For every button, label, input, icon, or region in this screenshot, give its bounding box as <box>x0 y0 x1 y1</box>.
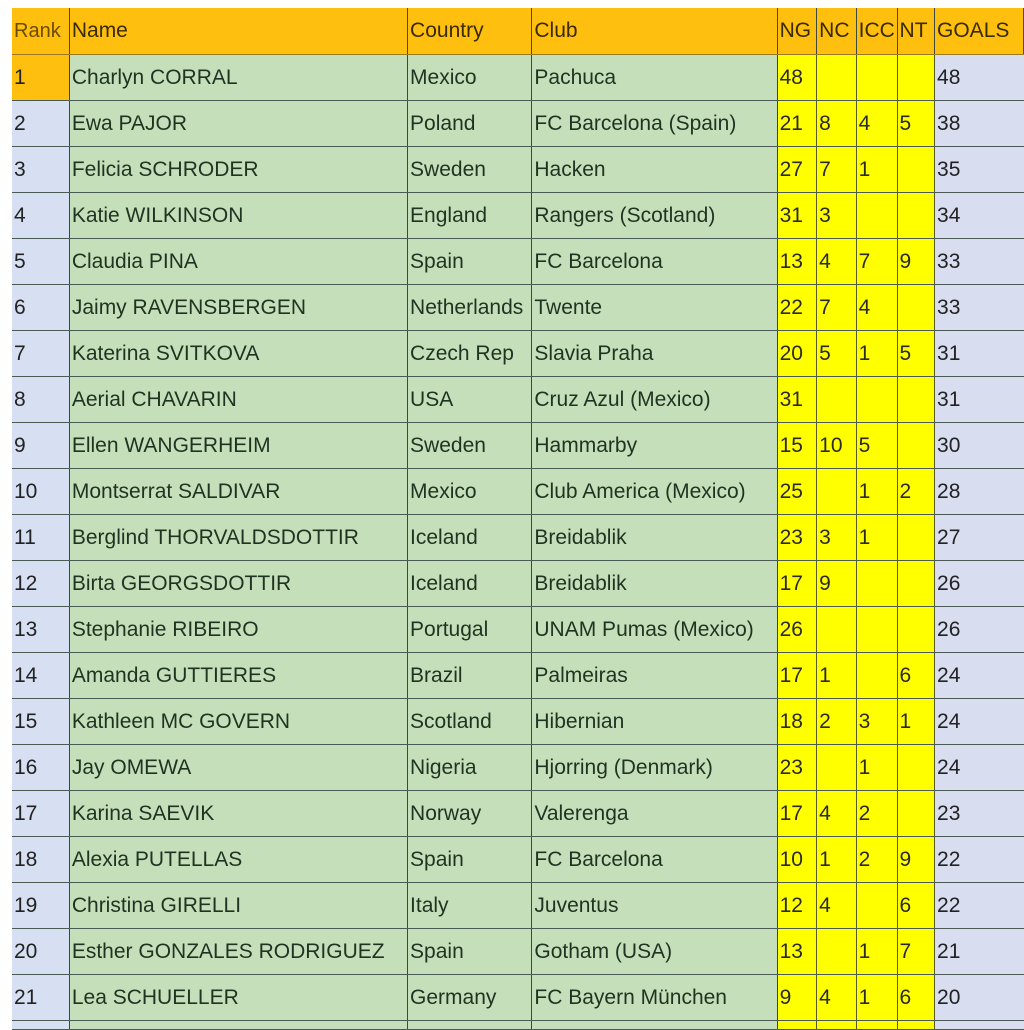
header-nt[interactable]: NT <box>897 8 934 55</box>
cell-nc[interactable] <box>817 745 857 791</box>
cell-name[interactable]: Alexia PUTELLAS <box>69 837 407 883</box>
cell-nc[interactable]: 9 <box>817 561 857 607</box>
cell-goals[interactable]: 23 <box>935 791 1024 837</box>
cell-rank[interactable]: 21 <box>12 975 69 1021</box>
cell-icc[interactable]: 1 <box>856 147 897 193</box>
cell-nc[interactable] <box>817 607 857 653</box>
cell-country[interactable]: Spain <box>408 837 532 883</box>
cell-icc[interactable]: 4 <box>856 101 897 147</box>
table-row[interactable] <box>12 607 1024 653</box>
cell-icc[interactable]: 1 <box>856 515 897 561</box>
cell-goals[interactable]: 31 <box>935 377 1024 423</box>
cell-rank[interactable]: 2 <box>12 101 69 147</box>
cell-name[interactable]: Kathleen MC GOVERN <box>69 699 407 745</box>
cell-nt[interactable]: 6 <box>897 975 934 1021</box>
cell-country[interactable]: USA <box>408 377 532 423</box>
cell-ng[interactable]: 22 <box>777 285 817 331</box>
cell-rank[interactable]: 20 <box>12 929 69 975</box>
cell-club[interactable]: Hibernian <box>532 699 777 745</box>
cell-name[interactable]: Ellen WANGERHEIM <box>69 423 407 469</box>
cell-club[interactable]: Valerenga <box>532 791 777 837</box>
cell-ng <box>777 1021 817 1030</box>
cell-goals[interactable]: 28 <box>935 469 1024 515</box>
cell-rank[interactable]: 13 <box>12 607 69 653</box>
cell-country[interactable]: Mexico <box>408 55 532 101</box>
cell-rank[interactable]: 6 <box>12 285 69 331</box>
cell-name[interactable]: Aerial CHAVARIN <box>69 377 407 423</box>
cell-icc[interactable]: 1 <box>856 469 897 515</box>
cell-ng[interactable]: 23 <box>777 515 817 561</box>
cell-nt[interactable] <box>897 745 934 791</box>
cell-goals[interactable]: 26 <box>935 607 1024 653</box>
cell-rank[interactable]: 10 <box>12 469 69 515</box>
cell-name[interactable]: Amanda GUTTIERES <box>69 653 407 699</box>
cell-icc[interactable]: 5 <box>856 423 897 469</box>
cell-country <box>408 1021 532 1030</box>
cell-ng[interactable]: 15 <box>777 423 817 469</box>
cell-club[interactable]: Twente <box>532 285 777 331</box>
cell-nc[interactable]: 4 <box>817 791 857 837</box>
header-icc[interactable]: ICC <box>856 8 897 55</box>
cell-country[interactable]: Netherlands <box>408 285 532 331</box>
cell-rank[interactable]: 5 <box>12 239 69 285</box>
cell-club[interactable]: FC Barcelona <box>532 239 777 285</box>
cell-nc[interactable]: 10 <box>817 423 857 469</box>
header-row <box>12 8 1024 55</box>
cell-nt[interactable]: 2 <box>897 469 934 515</box>
cell-nc[interactable]: 2 <box>817 699 857 745</box>
cell-country[interactable]: Sweden <box>408 147 532 193</box>
cell-rank[interactable]: 8 <box>12 377 69 423</box>
cell-nt[interactable] <box>897 561 934 607</box>
header-club[interactable]: Club <box>532 8 777 55</box>
cell-nt[interactable] <box>897 607 934 653</box>
cell-icc[interactable]: 4 <box>856 285 897 331</box>
cell-goals[interactable]: 33 <box>935 285 1024 331</box>
cell-country[interactable]: England <box>408 193 532 239</box>
cell-goals[interactable]: 24 <box>935 699 1024 745</box>
cell-nc[interactable] <box>817 929 857 975</box>
cell-icc[interactable] <box>856 607 897 653</box>
cell-rank[interactable]: 16 <box>12 745 69 791</box>
cell-goals[interactable]: 22 <box>935 883 1024 929</box>
table-row[interactable] <box>12 745 1024 791</box>
cell-country[interactable]: Czech Rep <box>408 331 532 377</box>
cell-goals[interactable]: 30 <box>935 423 1024 469</box>
cell-nt[interactable] <box>897 515 934 561</box>
cell-country[interactable]: Spain <box>408 929 532 975</box>
cell-nt[interactable] <box>897 55 934 101</box>
cell-goals[interactable]: 24 <box>935 745 1024 791</box>
cell-rank[interactable]: 14 <box>12 653 69 699</box>
cell-club <box>532 1021 777 1030</box>
cell-club[interactable]: Cruz Azul (Mexico) <box>532 377 777 423</box>
cell-goals[interactable]: 26 <box>935 561 1024 607</box>
cell-ng[interactable]: 17 <box>777 791 817 837</box>
cell-rank[interactable]: 12 <box>12 561 69 607</box>
cell-nc[interactable]: 3 <box>817 515 857 561</box>
cell-nc[interactable]: 5 <box>817 331 857 377</box>
cell-rank[interactable]: 17 <box>12 791 69 837</box>
cell-ng[interactable]: 17 <box>777 653 817 699</box>
cell-name[interactable]: Katerina SVITKOVA <box>69 331 407 377</box>
cell-club[interactable]: Breidablik <box>532 561 777 607</box>
header-rank[interactable]: Rank <box>12 8 69 55</box>
cell-icc[interactable]: 2 <box>856 791 897 837</box>
cell-goals[interactable]: 22 <box>935 837 1024 883</box>
cell-icc[interactable] <box>856 377 897 423</box>
top-scorers-table <box>12 8 1024 1030</box>
scorers-spreadsheet <box>12 8 1024 1030</box>
cell-rank <box>12 1021 69 1030</box>
cell-name[interactable]: Birta GEORGSDOTTIR <box>69 561 407 607</box>
header-ng[interactable]: NG <box>777 8 817 55</box>
cell-nt[interactable]: 6 <box>897 883 934 929</box>
cell-goals[interactable]: 21 <box>935 929 1024 975</box>
cell-country[interactable]: Spain <box>408 239 532 285</box>
cell-rank[interactable]: 11 <box>12 515 69 561</box>
cell-rank[interactable]: 19 <box>12 883 69 929</box>
cell-name[interactable]: Karina SAEVIK <box>69 791 407 837</box>
cell-country[interactable]: Poland <box>408 101 532 147</box>
cell-icc[interactable] <box>856 561 897 607</box>
cell-nt <box>897 1021 934 1030</box>
cell-club[interactable]: Hjorring (Denmark) <box>532 745 777 791</box>
cell-ng[interactable]: 48 <box>777 55 817 101</box>
cell-ng[interactable]: 31 <box>777 377 817 423</box>
cell-name[interactable]: Ewa PAJOR <box>69 101 407 147</box>
cell-goals[interactable]: 20 <box>935 975 1024 1021</box>
cell-goals[interactable]: 35 <box>935 147 1024 193</box>
cell-nc[interactable]: 4 <box>817 975 857 1021</box>
cell-name[interactable]: Christina GIRELLI <box>69 883 407 929</box>
header-nc[interactable]: NC <box>817 8 857 55</box>
cell-country[interactable]: Italy <box>408 883 532 929</box>
cell-rank[interactable]: 4 <box>12 193 69 239</box>
cell-goals[interactable]: 33 <box>935 239 1024 285</box>
cell-ng[interactable]: 13 <box>777 929 817 975</box>
cell-nt[interactable]: 9 <box>897 837 934 883</box>
table-row[interactable] <box>12 653 1024 699</box>
cell-nt[interactable]: 5 <box>897 101 934 147</box>
cell-rank[interactable]: 1 <box>12 55 69 101</box>
cell-goals <box>935 1021 1024 1030</box>
cell-country[interactable]: Mexico <box>408 469 532 515</box>
cell-name[interactable]: Esther GONZALES RODRIGUEZ <box>69 929 407 975</box>
cell-goals[interactable]: 24 <box>935 653 1024 699</box>
cell-country[interactable]: Scotland <box>408 699 532 745</box>
cell-country[interactable]: Nigeria <box>408 745 532 791</box>
cell-icc[interactable]: 1 <box>856 745 897 791</box>
cell-nt[interactable] <box>897 193 934 239</box>
cell-goals[interactable]: 48 <box>935 55 1024 101</box>
cell-name[interactable]: Lea SCHUELLER <box>69 975 407 1021</box>
cell-country[interactable]: Germany <box>408 975 532 1021</box>
cell-club[interactable]: Breidablik <box>532 515 777 561</box>
cell-nt[interactable] <box>897 147 934 193</box>
cell-club[interactable]: Rangers (Scotland) <box>532 193 777 239</box>
cell-icc[interactable]: 1 <box>856 975 897 1021</box>
cell-ng[interactable]: 27 <box>777 147 817 193</box>
cell-icc[interactable]: 7 <box>856 239 897 285</box>
cell-club[interactable]: Palmeiras <box>532 653 777 699</box>
cell-nc[interactable]: 1 <box>817 653 857 699</box>
cell-name[interactable]: Jaimy RAVENSBERGEN <box>69 285 407 331</box>
cell-club[interactable]: Gotham (USA) <box>532 929 777 975</box>
cell-name[interactable]: Felicia SCHRODER <box>69 147 407 193</box>
cell-club[interactable]: Pachuca <box>532 55 777 101</box>
cell-ng[interactable]: 10 <box>777 837 817 883</box>
header-country[interactable]: Country <box>408 8 532 55</box>
cell-club[interactable]: Juventus <box>532 883 777 929</box>
cell-country[interactable]: Norway <box>408 791 532 837</box>
cell-club[interactable]: FC Barcelona (Spain) <box>532 101 777 147</box>
table-row[interactable] <box>12 239 1024 285</box>
table-row[interactable] <box>12 55 1024 101</box>
cell-rank[interactable]: 18 <box>12 837 69 883</box>
cell-club[interactable]: Slavia Praha <box>532 331 777 377</box>
cell-nc[interactable] <box>817 377 857 423</box>
cell-nc[interactable] <box>817 55 857 101</box>
cell-club[interactable]: FC Bayern München <box>532 975 777 1021</box>
cell-nt[interactable] <box>897 285 934 331</box>
cell-ng[interactable]: 25 <box>777 469 817 515</box>
table-row[interactable] <box>12 147 1024 193</box>
cell-country[interactable]: Iceland <box>408 561 532 607</box>
cell-rank[interactable]: 15 <box>12 699 69 745</box>
cell-ng[interactable]: 31 <box>777 193 817 239</box>
cell-nc[interactable]: 4 <box>817 883 857 929</box>
table-row[interactable] <box>12 929 1024 975</box>
cell-name[interactable]: Claudia PINA <box>69 239 407 285</box>
cell-nt[interactable]: 5 <box>897 331 934 377</box>
cell-ng[interactable]: 9 <box>777 975 817 1021</box>
table-row[interactable] <box>12 331 1024 377</box>
table-row[interactable] <box>12 469 1024 515</box>
table-row[interactable] <box>12 883 1024 929</box>
cell-nt[interactable]: 1 <box>897 699 934 745</box>
cell-name <box>69 1021 407 1030</box>
cell-icc <box>856 1021 897 1030</box>
cell-icc[interactable]: 3 <box>856 699 897 745</box>
table-row[interactable] <box>12 423 1024 469</box>
table-row[interactable] <box>12 193 1024 239</box>
cell-ng[interactable]: 20 <box>777 331 817 377</box>
cell-icc[interactable] <box>856 55 897 101</box>
cell-ng[interactable]: 21 <box>777 101 817 147</box>
header-goals[interactable]: GOALS <box>935 8 1024 55</box>
cell-club[interactable]: UNAM Pumas (Mexico) <box>532 607 777 653</box>
cell-nc[interactable]: 1 <box>817 837 857 883</box>
cell-nt[interactable]: 7 <box>897 929 934 975</box>
cell-nc[interactable] <box>817 469 857 515</box>
cell-goals[interactable]: 31 <box>935 331 1024 377</box>
cell-goals[interactable]: 27 <box>935 515 1024 561</box>
cell-nc[interactable]: 7 <box>817 147 857 193</box>
cell-club[interactable]: Hacken <box>532 147 777 193</box>
cell-nc[interactable]: 8 <box>817 101 857 147</box>
cell-name[interactable]: Stephanie RIBEIRO <box>69 607 407 653</box>
cell-ng[interactable]: 13 <box>777 239 817 285</box>
header-name[interactable]: Name <box>69 8 407 55</box>
cell-country[interactable]: Brazil <box>408 653 532 699</box>
cell-country[interactable]: Iceland <box>408 515 532 561</box>
cell-icc[interactable]: 2 <box>856 837 897 883</box>
cell-icc[interactable] <box>856 193 897 239</box>
cell-nc <box>817 1021 857 1030</box>
cell-name[interactable]: Charlyn CORRAL <box>69 55 407 101</box>
cell-icc[interactable]: 1 <box>856 929 897 975</box>
table-row[interactable] <box>12 377 1024 423</box>
cell-nt[interactable] <box>897 377 934 423</box>
cell-goals[interactable]: 34 <box>935 193 1024 239</box>
table-row[interactable] <box>12 791 1024 837</box>
cell-name[interactable]: Katie WILKINSON <box>69 193 407 239</box>
table-row-partial <box>12 1021 1024 1030</box>
cell-rank[interactable]: 7 <box>12 331 69 377</box>
table-row[interactable] <box>12 975 1024 1021</box>
cell-country[interactable]: Sweden <box>408 423 532 469</box>
cell-ng[interactable]: 18 <box>777 699 817 745</box>
cell-goals[interactable]: 38 <box>935 101 1024 147</box>
cell-ng[interactable]: 23 <box>777 745 817 791</box>
cell-ng[interactable]: 17 <box>777 561 817 607</box>
cell-icc[interactable] <box>856 653 897 699</box>
cell-nt[interactable] <box>897 423 934 469</box>
cell-name[interactable]: Jay OMEWA <box>69 745 407 791</box>
cell-rank[interactable]: 9 <box>12 423 69 469</box>
cell-nc[interactable]: 4 <box>817 239 857 285</box>
cell-ng[interactable]: 12 <box>777 883 817 929</box>
cell-nc[interactable]: 7 <box>817 285 857 331</box>
cell-ng[interactable]: 26 <box>777 607 817 653</box>
cell-nt[interactable]: 6 <box>897 653 934 699</box>
table-row[interactable] <box>12 561 1024 607</box>
cell-icc[interactable]: 1 <box>856 331 897 377</box>
cell-nt[interactable]: 9 <box>897 239 934 285</box>
cell-nc[interactable]: 3 <box>817 193 857 239</box>
table-row[interactable] <box>12 837 1024 883</box>
cell-name[interactable]: Montserrat SALDIVAR <box>69 469 407 515</box>
table-row[interactable] <box>12 699 1024 745</box>
cell-club[interactable]: Hammarby <box>532 423 777 469</box>
cell-nt[interactable] <box>897 791 934 837</box>
cell-name[interactable]: Berglind THORVALDSDOTTIR <box>69 515 407 561</box>
table-row[interactable] <box>12 101 1024 147</box>
table-row[interactable] <box>12 515 1024 561</box>
cell-club[interactable]: Club America (Mexico) <box>532 469 777 515</box>
cell-icc[interactable] <box>856 883 897 929</box>
table-row[interactable] <box>12 285 1024 331</box>
table-body <box>12 55 1024 1030</box>
cell-rank[interactable]: 3 <box>12 147 69 193</box>
cell-country[interactable]: Portugal <box>408 607 532 653</box>
cell-club[interactable]: FC Barcelona <box>532 837 777 883</box>
